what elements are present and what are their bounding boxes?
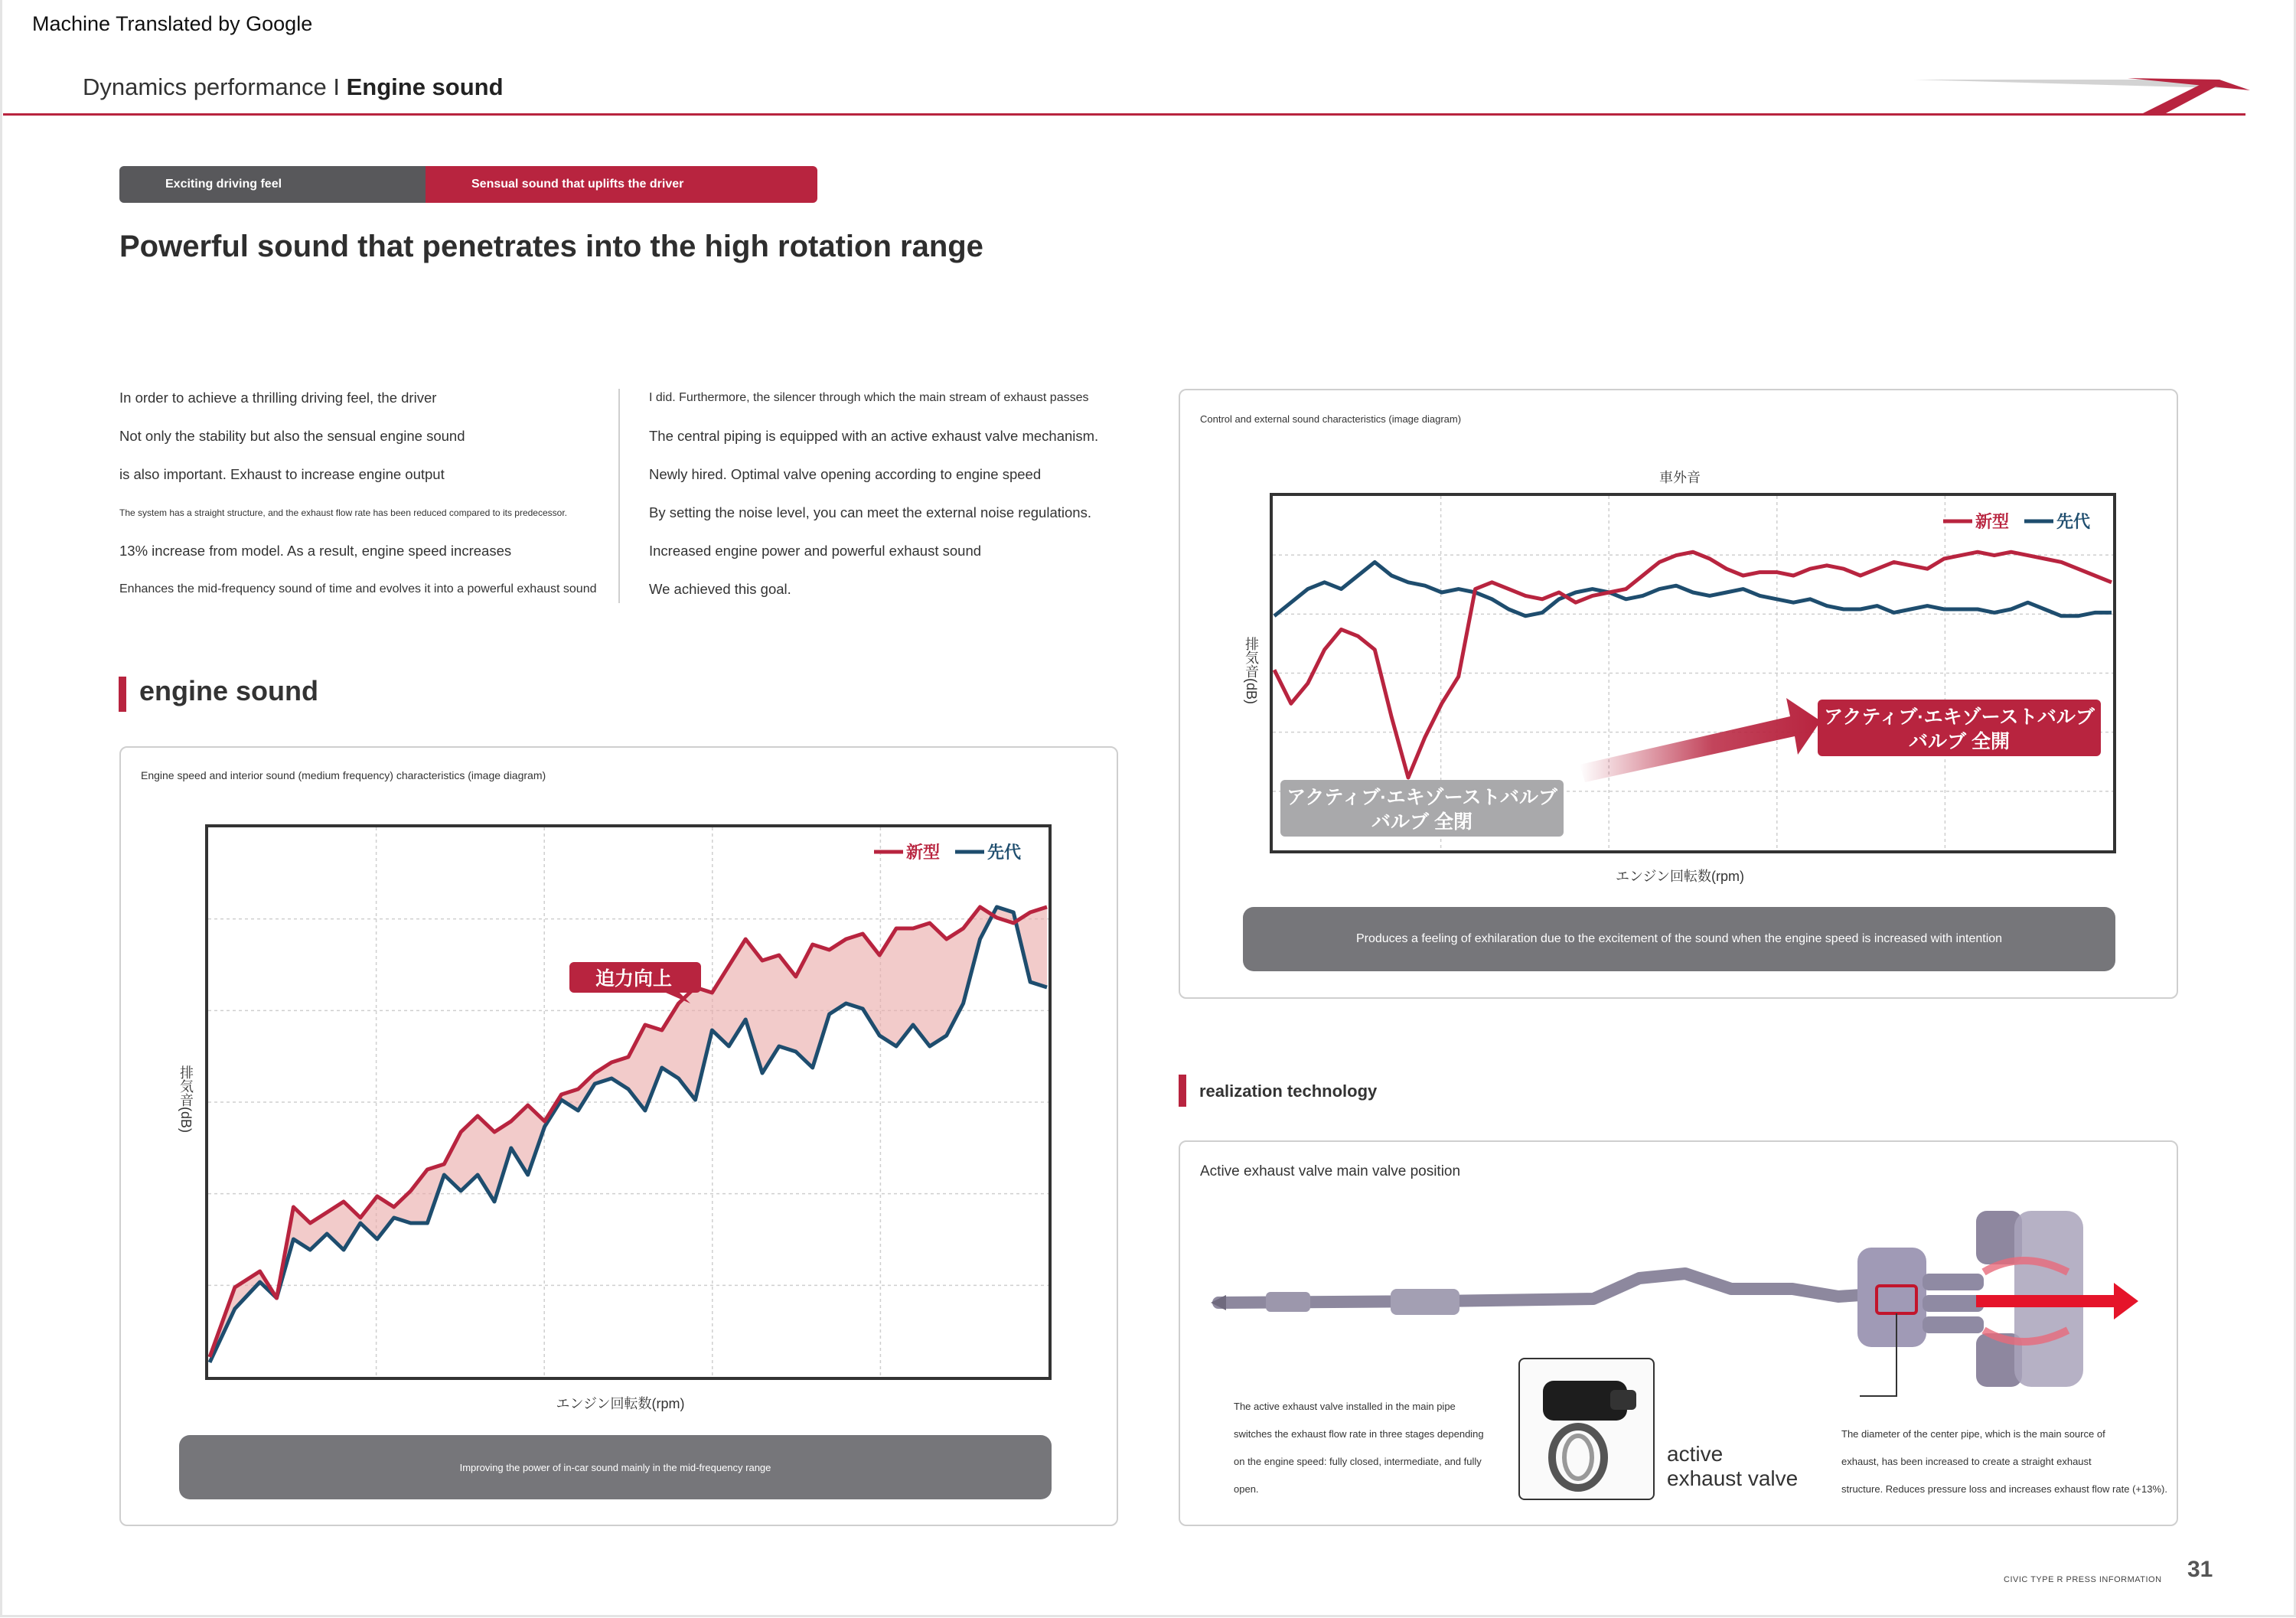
heading-topic: Engine sound xyxy=(346,73,504,100)
intro-line: The system has a straight structure, and the exhaust flow rate has been reduced compared to its predecessor. xyxy=(119,507,567,518)
engine-sound-summary-bar: Improving the power of in-car sound mainly in the mid-frequency range xyxy=(179,1435,1052,1499)
legend-label-new: 新型 xyxy=(1975,512,2010,531)
external-sound-panel xyxy=(1179,389,2178,999)
main-title: Powerful sound that penetrates into the high rotation range xyxy=(119,230,983,263)
note-line: The diameter of the center pipe, which is the main source of xyxy=(1841,1428,2105,1440)
tailpipe xyxy=(1923,1295,1984,1312)
intro-line: I did. Furthermore, the silencer through which the main stream of exhaust passes xyxy=(649,391,1089,404)
footer-brand-label: PRESS INFORMATION xyxy=(2066,1575,2162,1584)
exhaust-system-illustration xyxy=(1211,1188,2160,1417)
external-sound-chart xyxy=(1270,493,2119,856)
footer-brand-name: CIVIC TYPE R xyxy=(2004,1575,2063,1584)
topic-tabs xyxy=(119,166,817,203)
page-heading xyxy=(83,73,504,101)
chart1-xlabel: エンジン回転数(rpm) xyxy=(556,1396,685,1411)
realization-heading: realization technology xyxy=(1199,1081,1378,1101)
heading-section: Dynamics performance xyxy=(83,73,327,100)
tailpipe xyxy=(1923,1274,1984,1290)
chart2-ylabel: 排気音(dB) xyxy=(1244,637,1259,705)
intro-column-2 xyxy=(649,379,1098,608)
center-pipe-description xyxy=(1841,1421,2167,1503)
interior-sound-chart xyxy=(205,824,1055,1383)
engine-sound-heading: engine sound xyxy=(139,675,318,706)
intro-line: Not only the stability but also the sensual engine sound xyxy=(119,428,465,444)
valve-description xyxy=(1234,1393,1484,1503)
chart2-xlabel: エンジン回転数(rpm) xyxy=(1615,869,1745,884)
chart1-ylabel: 排気音(dB) xyxy=(178,1065,194,1134)
tab-sensual-sound[interactable]: Sensual sound that uplifts the driver xyxy=(426,166,817,203)
legend-label-previous: 先代 xyxy=(987,843,1022,862)
legend-label-new: 新型 xyxy=(906,843,941,862)
footer-brand xyxy=(2004,1575,2162,1584)
intro-line: In order to achieve a thrilling driving feel, the driver xyxy=(119,390,437,406)
tailpipe xyxy=(1923,1316,1984,1333)
note-line: open. xyxy=(1234,1483,1259,1495)
realization-caption: Active exhaust valve main valve position xyxy=(1200,1163,1461,1179)
intro-line: 13% increase from model. As a result, engine speed increases xyxy=(119,543,512,559)
column-divider xyxy=(618,389,620,603)
pipe-resonator xyxy=(1266,1292,1310,1312)
realization-panel xyxy=(1179,1140,2178,1526)
header-swoosh-graphic xyxy=(1898,73,2250,119)
external-sound-summary-bar: Produces a feeling of exhilaration due to the excitement of the sound when the engine speed is increased with intention xyxy=(1243,907,2115,971)
intro-line: We achieved this goal. xyxy=(649,581,791,597)
note-line: switches the exhaust flow rate in three stages depending xyxy=(1234,1428,1484,1440)
note-line: structure. Reduces pressure loss and increases exhaust flow rate (+13%). xyxy=(1841,1483,2167,1495)
valve-actuator-illustration xyxy=(1520,1359,1653,1499)
legend-label-previous: 先代 xyxy=(2056,512,2091,531)
valve-label-line2: exhaust valve xyxy=(1667,1466,1799,1490)
note-line: on the engine speed: fully closed, intermediate, and fully xyxy=(1234,1456,1482,1467)
engine-sound-caption: Engine speed and interior sound (medium frequency) characteristics (image diagram) xyxy=(141,769,546,781)
valve-open-label-line2: バルブ 全開 xyxy=(1909,731,2010,752)
page-number: 31 xyxy=(2187,1557,2213,1582)
exhaust-pipe xyxy=(1218,1274,1884,1303)
intro-line: Increased engine power and powerful exhaust sound xyxy=(649,543,982,559)
heading-separator: I xyxy=(333,73,340,100)
intro-line: Enhances the mid-frequency sound of time and evolves it into a powerful exhaust sound xyxy=(119,582,597,595)
valve-open-label-line1: アクティブ·エキゾーストバルブ xyxy=(1824,706,2095,728)
chart2-title: 車外音 xyxy=(1659,470,1701,485)
intro-line: By setting the noise level, you can meet the external noise regulations. xyxy=(649,504,1091,520)
valve-label xyxy=(1667,1442,1798,1491)
machine-translation-banner: Machine Translated by Google xyxy=(32,12,313,35)
power-callout-label: 迫力向上 xyxy=(595,968,673,990)
pre-silencer xyxy=(1391,1289,1459,1315)
note-line: The active exhaust valve installed in the main pipe xyxy=(1234,1401,1456,1412)
tab-exciting-driving-feel[interactable]: Exciting driving feel xyxy=(119,166,426,203)
valve-label-line1: active xyxy=(1667,1442,1724,1466)
intro-line: The central piping is equipped with an active exhaust valve mechanism. xyxy=(649,428,1099,444)
section-marker xyxy=(1179,1075,1186,1107)
valve-closed-label-line2: バルブ 全閉 xyxy=(1371,811,1473,833)
note-line: exhaust, has been increased to create a straight exhaust xyxy=(1841,1456,2092,1467)
intro-column-1 xyxy=(119,379,596,608)
section-marker xyxy=(119,677,126,712)
valve-closed-label-line1: アクティブ·エキゾーストバルブ xyxy=(1287,787,1557,808)
intro-line: is also important. Exhaust to increase engine output xyxy=(119,466,445,482)
external-sound-caption: Control and external sound characteristics (image diagram) xyxy=(1200,413,1462,425)
engine-sound-panel xyxy=(119,746,1118,1526)
valve-photo-frame xyxy=(1518,1358,1655,1500)
intro-line: Newly hired. Optimal valve opening according to engine speed xyxy=(649,466,1042,482)
